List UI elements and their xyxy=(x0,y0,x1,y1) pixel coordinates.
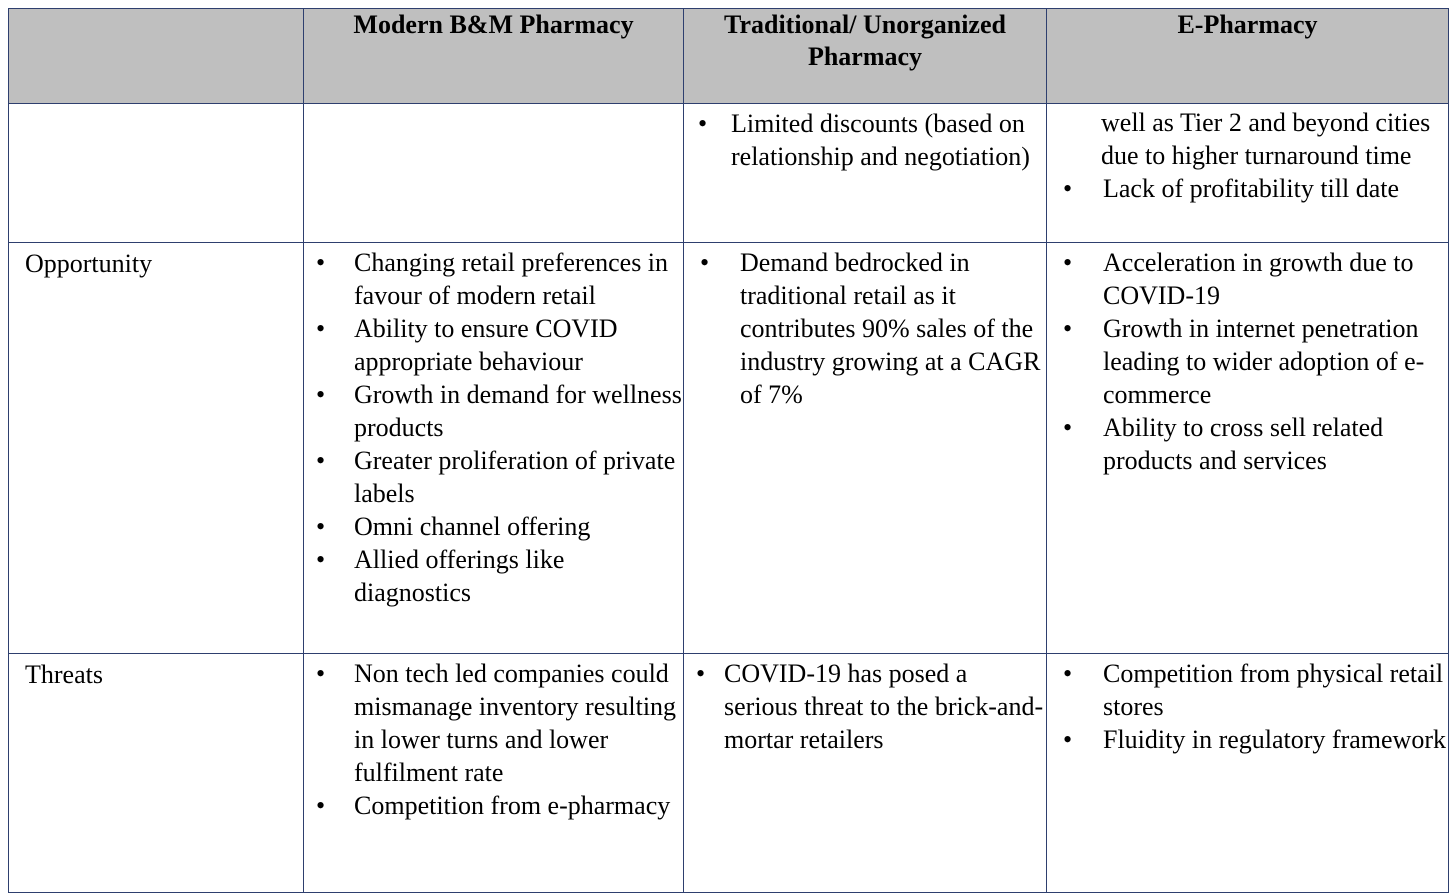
cell-opportunity-modern xyxy=(304,243,684,654)
header-e-pharmacy: E-Pharmacy xyxy=(1047,9,1449,104)
list-item: • Acceleration in growth due to COVID-19 xyxy=(1047,246,1448,312)
list-item: • Limited discounts (based on relationship and negotiation) xyxy=(684,107,1046,173)
list-item: • Fluidity in regulatory framework xyxy=(1047,723,1448,756)
list-item: • Ability to cross sell related products and services xyxy=(1047,411,1448,477)
cell-threats-epharmacy xyxy=(1047,654,1449,893)
table-row-continued xyxy=(9,104,1449,243)
header-row xyxy=(9,9,1449,104)
list-item: • Greater proliferation of private labels xyxy=(304,444,683,510)
list-item: • Demand bedrocked in traditional retail as it contributes 90% sales of the industry growing at a CAGR of 7% xyxy=(684,246,1046,411)
cell-threats-modern xyxy=(304,654,684,893)
row-label-threats: Threats xyxy=(9,654,304,893)
list-item: • Growth in demand for wellness products xyxy=(304,378,683,444)
header-traditional-line1: Traditional/ Unorganized xyxy=(724,10,1006,39)
list-item: • Non tech led companies could mismanage inventory resulting in lower turns and lower fulfilment rate xyxy=(304,657,683,789)
row-label-continued xyxy=(9,104,304,243)
table-row-opportunity xyxy=(9,243,1449,654)
header-modern-pharmacy: Modern B&M Pharmacy xyxy=(304,9,684,104)
continued-text: well as Tier 2 and beyond cities due to higher turnaround time xyxy=(1101,108,1431,170)
cell-opportunity-traditional xyxy=(684,243,1047,654)
cell-continued-traditional xyxy=(684,104,1047,243)
list-item: • Lack of profitability till date xyxy=(1047,172,1448,205)
swot-comparison-table xyxy=(8,8,1449,893)
header-traditional-line2: Pharmacy xyxy=(807,42,923,71)
list-item: • COVID-19 has posed a serious threat to the brick-and-mortar retailers xyxy=(684,657,1046,756)
list-item: • Ability to ensure COVID appropriate behaviour xyxy=(304,312,683,378)
list-item: • Omni channel offering xyxy=(304,510,683,543)
cell-threats-traditional xyxy=(684,654,1047,893)
header-empty-cell xyxy=(9,9,304,104)
cell-continued-modern xyxy=(304,104,684,243)
table-row-threats xyxy=(9,654,1449,893)
list-item: • Changing retail preferences in favour of modern retail xyxy=(304,246,683,312)
header-traditional-pharmacy xyxy=(684,9,1047,104)
list-item: • Allied offerings like diagnostics xyxy=(304,543,683,609)
cell-opportunity-epharmacy xyxy=(1047,243,1449,654)
list-item: • Competition from physical retail stores xyxy=(1047,657,1448,723)
list-item: • Growth in internet penetration leading to wider adoption of e-commerce xyxy=(1047,312,1448,411)
cell-continued-epharmacy xyxy=(1047,104,1449,243)
row-label-opportunity: Opportunity xyxy=(9,243,304,654)
list-item: • Competition from e-pharmacy xyxy=(304,789,683,822)
